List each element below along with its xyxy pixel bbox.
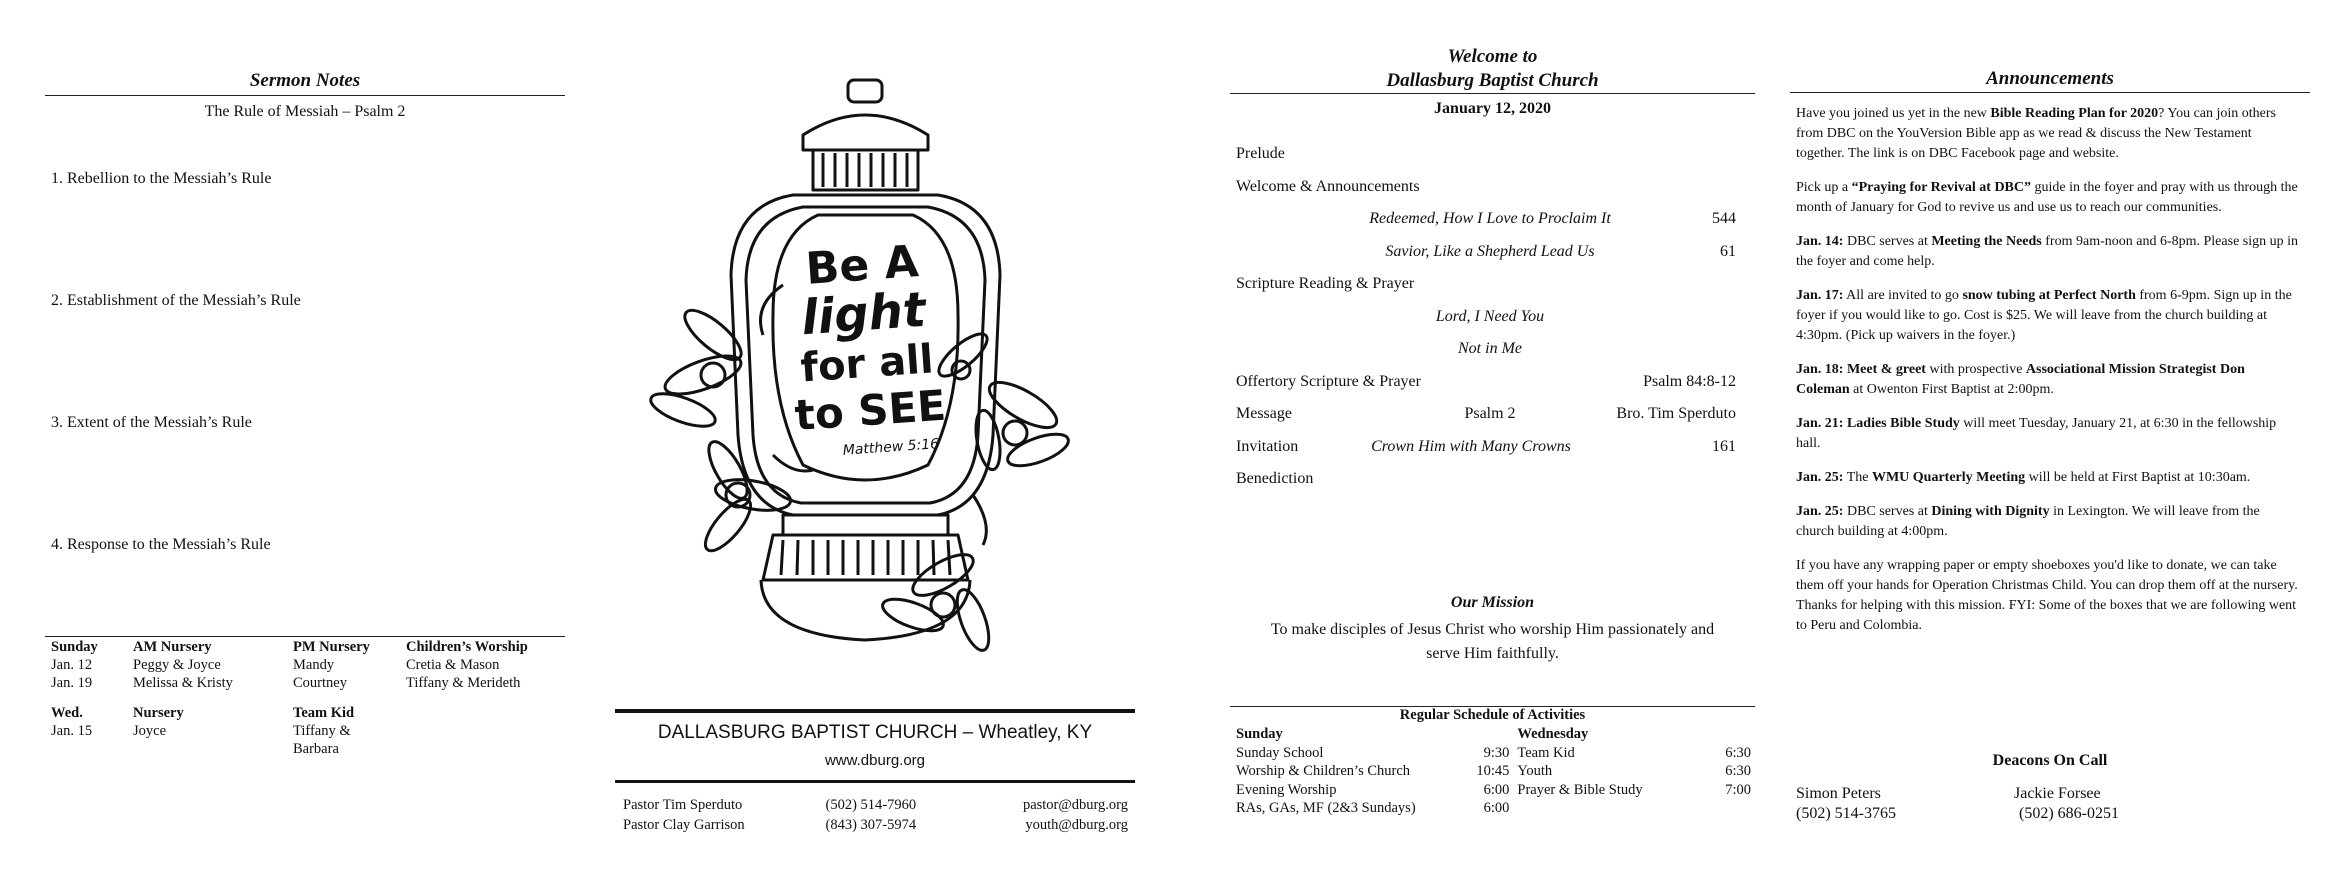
table-cell: Tiffany & Merideth — [406, 675, 521, 691]
activity-time: 10:45 — [1476, 763, 1510, 779]
activity-name: Worship & Children’s Church — [1236, 763, 1411, 779]
staff-row — [623, 815, 1128, 835]
list-item — [1236, 207, 1744, 240]
activity-time: 7:00 — [1725, 781, 1751, 798]
welcome-title-line: Welcome to — [1447, 46, 1538, 67]
list-item — [1236, 142, 1744, 175]
table-header: PM Nursery — [293, 639, 370, 655]
activity-name: Youth — [1517, 763, 1553, 779]
table-cell: Tiffany & Barbara — [293, 723, 351, 757]
divider — [1230, 93, 1755, 94]
hymn-number: 61 — [1720, 242, 1736, 260]
order-item: Welcome & Announcements — [1236, 177, 1420, 195]
activity-time: 9:30 — [1483, 744, 1510, 761]
hymn-title: Redeemed, How I Love to Proclaim It — [1369, 210, 1611, 227]
divider — [615, 780, 1135, 783]
sermon-notes-title: Sermon Notes — [249, 70, 361, 91]
art-text-line: Be A — [804, 236, 921, 295]
table-header — [400, 704, 565, 722]
sermon-notes-panel — [45, 0, 565, 895]
announcement-item: Jan. 14: DBC serves at Meeting the Needs from 9am-noon and 6-8pm. Please sign up in the foyer and come help. — [1796, 234, 2299, 269]
table-cell: Joyce — [133, 723, 167, 739]
hymn-title: Savior, Like a Shepherd Lead Us — [1385, 242, 1595, 260]
flower-right — [933, 327, 1072, 472]
table-cell: Jan. 12 — [51, 657, 93, 673]
announcement-item: Jan. 25: The WMU Quarterly Meeting will be held at First Baptist at 10:30am. — [1796, 470, 2251, 485]
announcement-item: Jan. 18: Meet & greet with prospective Associational Mission Strategist Don Coleman at Owenton First Baptist at 2:00pm. — [1796, 362, 2245, 397]
staff-phone: (843) 307-5974 — [825, 817, 917, 833]
staff-email: youth@dburg.org — [1025, 817, 1128, 833]
list-item — [1236, 467, 1744, 500]
sunday-schedule — [1236, 725, 1509, 818]
list-item — [1236, 175, 1744, 208]
table-row — [45, 722, 565, 758]
deacon-name: Simon Peters — [1796, 785, 1881, 802]
table-row — [45, 656, 565, 674]
order-of-worship-panel — [1230, 0, 1755, 895]
activity-name: Evening Worship — [1236, 781, 1337, 798]
welcome-title — [1230, 45, 1755, 93]
table-cell: Jan. 19 — [51, 675, 93, 691]
activity-schedule — [1236, 725, 1751, 818]
staff-email: pastor@dburg.org — [1022, 797, 1128, 813]
list-item — [1236, 744, 1509, 763]
art-text-line: for all — [799, 336, 935, 392]
divider — [45, 95, 565, 96]
table-row — [45, 674, 565, 692]
staff-row — [623, 795, 1128, 815]
scripture-reference: Psalm 84:8-12 — [1643, 372, 1736, 390]
table-header: Wed. — [51, 705, 83, 721]
scripture-reference: Psalm 2 — [1464, 405, 1516, 422]
lantern-illustration — [643, 75, 1093, 665]
announcement-item: Have you joined us yet in the new Bible Reading Plan for 2020? You can join others from DBC on the YouVersion Bible app as we read & discuss the New Testament together. The link is on DBC Facebook page and website. — [1796, 106, 2276, 161]
table-row — [45, 638, 565, 656]
schedule-title: Regular Schedule of Activities — [1399, 707, 1586, 723]
divider — [1790, 92, 2310, 93]
cover-panel — [615, 0, 1135, 895]
order-item: Offertory Scripture & Prayer — [1236, 372, 1421, 390]
schedule-header: Sunday — [1236, 726, 1283, 742]
activity-time: 6:30 — [1725, 744, 1751, 761]
announcement-item: Jan. 25: DBC serves at Dining with Dignity in Lexington. We will leave from the church building at 4:00pm. — [1796, 504, 2260, 539]
service-date: January 12, 2020 — [1434, 100, 1551, 117]
deacon-contact — [1796, 784, 1996, 824]
sermon-point: 1. Rebellion to the Messiah’s Rule — [51, 170, 272, 187]
list-item — [1236, 305, 1744, 338]
table-cell: Cretia & Mason — [406, 657, 500, 673]
divider — [615, 709, 1135, 713]
activity-time: 6:30 — [1725, 763, 1751, 779]
table-cell: Jan. 15 — [51, 723, 93, 739]
art-text-line: to SEE — [793, 380, 948, 441]
table-header: Children’s Worship — [406, 639, 528, 655]
list-item — [1236, 240, 1744, 273]
announcement-list — [1796, 104, 2301, 650]
mission-text: To make disciples of Jesus Christ who worship Him passionately and serve Him faithfully. — [1270, 621, 1715, 662]
activity-name: RAs, GAs, MF (2&3 Sundays) — [1236, 800, 1416, 816]
announcement-item: Jan. 17: All are invited to go snow tubing at Perfect North from 6-9pm. Sign up in the foyer if you would like to go. Cost is $25. We will leave from the church building at 4:30pm. (Pick up waivers in the foyer.) — [1796, 288, 2292, 343]
table-cell: Mandy — [293, 657, 335, 673]
sermon-point: 2. Establishment of the Messiah’s Rule — [51, 292, 301, 309]
list-item — [1517, 762, 1751, 781]
announcements-panel — [1790, 0, 2310, 895]
hymn-title: Crown Him with Many Crowns — [1371, 437, 1571, 455]
staff-name: Pastor Tim Sperduto — [623, 797, 743, 813]
order-item: Message — [1236, 405, 1292, 422]
deacons-title: Deacons On Call — [1992, 752, 2108, 769]
speaker-name: Bro. Tim Sperduto — [1616, 405, 1736, 422]
church-website: www.dburg.org — [824, 752, 926, 769]
church-name: DALLASBURG BAPTIST CHURCH – Wheatley, KY — [657, 722, 1093, 743]
wednesday-schedule — [1517, 725, 1751, 818]
art-text-line: light — [799, 281, 928, 347]
sermon-point: 4. Response to the Messiah’s Rule — [51, 536, 271, 553]
announcement-item: If you have any wrapping paper or empty shoeboxes you'd like to donate, we can take them off your hands for Operation Christmas Child. You can drop them off at the nursery. Thanks for helping with this mission. FYI: Some of the boxes that we are following went to Peru and Colombia. — [1796, 558, 2298, 633]
table-header: Nursery — [133, 705, 184, 721]
deacon-phone: (502) 514-3765 — [1796, 805, 1896, 822]
announcement-item: Pick up a “Praying for Revival at DBC” guide in the foyer and pray with us through the month of January for God to revive us and use us to reach our communities. — [1796, 180, 2298, 215]
nursery-table — [45, 638, 565, 758]
sermon-point: 3. Extent of the Messiah’s Rule — [51, 414, 252, 431]
mission-title: Our Mission — [1450, 594, 1535, 611]
list-item — [1236, 337, 1744, 370]
deacon-phone: (502) 686-0251 — [2019, 805, 2119, 822]
list-item — [1236, 370, 1744, 403]
list-item — [1236, 402, 1744, 435]
staff-name: Pastor Clay Garrison — [623, 817, 745, 833]
announcements-title: Announcements — [1986, 68, 2114, 89]
table-header: AM Nursery — [133, 639, 212, 655]
order-list — [1236, 142, 1744, 500]
order-item: Scripture Reading & Prayer — [1236, 275, 1415, 292]
nursery-schedule — [45, 638, 565, 758]
table-row — [45, 704, 565, 722]
order-item: Prelude — [1236, 145, 1285, 162]
order-item: Invitation — [1236, 437, 1299, 455]
activity-name: Sunday School — [1236, 744, 1324, 761]
verse-reference: Matthew 5:16 — [842, 436, 940, 459]
activity-name: Prayer & Bible Study — [1517, 781, 1643, 798]
order-item: Benediction — [1236, 470, 1314, 487]
staff-phone: (502) 514-7960 — [825, 797, 917, 813]
table-header: Team Kid — [293, 705, 355, 721]
activity-time: 6:00 — [1483, 800, 1510, 816]
table-cell: Courtney — [293, 675, 347, 691]
hymn-number: 161 — [1712, 437, 1736, 455]
schedule-header: Wednesday — [1517, 726, 1589, 742]
divider — [45, 636, 565, 637]
song-title: Not in Me — [1458, 340, 1522, 357]
deacon-contact — [2014, 784, 2214, 824]
list-item — [1236, 781, 1509, 800]
list-item — [1517, 744, 1751, 763]
song-title: Lord, I Need You — [1435, 307, 1545, 325]
table-header: Sunday — [51, 639, 98, 655]
list-item — [1517, 781, 1751, 800]
list-item — [1236, 762, 1509, 781]
activity-time: 6:00 — [1483, 781, 1510, 798]
hymn-number: 544 — [1712, 210, 1736, 227]
table-cell: Melissa & Kristy — [133, 675, 233, 691]
list-item — [1236, 272, 1744, 305]
list-item — [1236, 435, 1744, 468]
table-cell — [400, 722, 565, 758]
table-cell: Peggy & Joyce — [133, 657, 221, 673]
sermon-subtitle: The Rule of Messiah – Psalm 2 — [204, 103, 406, 120]
welcome-title-line: Dallasburg Baptist Church — [1386, 70, 1599, 91]
activity-name: Team Kid — [1517, 744, 1575, 761]
staff-contacts — [623, 795, 1128, 835]
deacon-name: Jackie Forsee — [2014, 785, 2101, 802]
list-item — [1236, 799, 1509, 818]
announcement-item: Jan. 21: Ladies Bible Study will meet Tuesday, January 21, at 6:30 in the fellowship hall. — [1796, 416, 2277, 451]
